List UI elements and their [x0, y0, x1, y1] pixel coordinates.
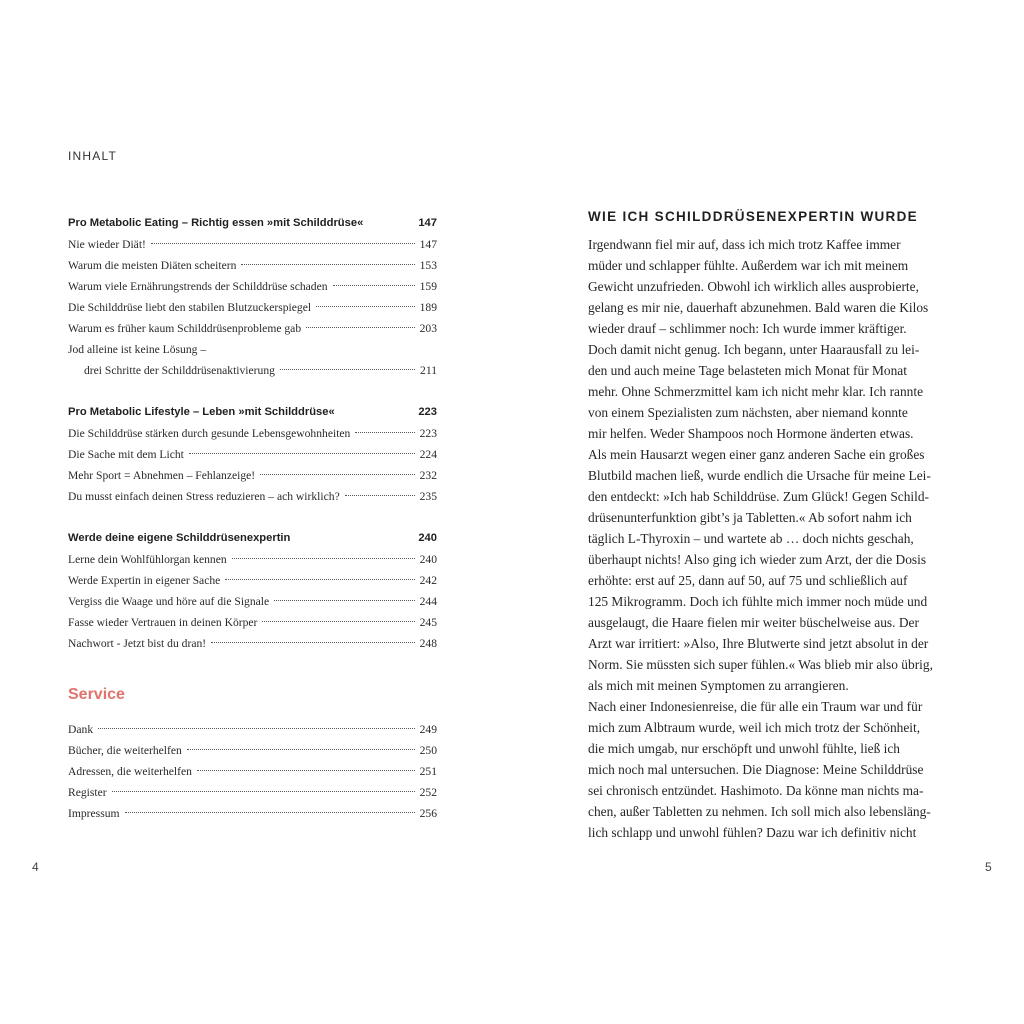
toc-heading-title: Pro Metabolic Eating – Richtig essen »mit Schilddrüse«: [68, 217, 364, 229]
page-number-right: 5: [985, 860, 992, 874]
body-text-line: erhöhte: erst auf 25, dann auf 50, auf 75 und schließlich auf: [588, 573, 908, 588]
toc-entry-title: drei Schritte der Schilddrüsenaktivierung: [84, 364, 275, 377]
page-number-left: 4: [32, 860, 39, 874]
toc-dot-leader: [280, 368, 415, 370]
toc-dot-leader: [333, 284, 415, 286]
toc-entry-page: 251: [419, 765, 437, 778]
toc-entry-title: Nachwort - Jetzt bist du dran!: [68, 637, 207, 650]
toc-dot-leader: [151, 242, 415, 244]
toc-entry: [68, 276, 437, 297]
toc-entry: [68, 719, 437, 740]
toc-entry-title: Nie wieder Diät!: [68, 238, 146, 251]
toc-entry-page: 235: [419, 490, 437, 503]
toc-entry: [68, 444, 437, 465]
body-text-line: mir helfen. Weder Shampoos noch Hormone änderten etwas.: [588, 426, 914, 441]
body-text-line: täglich L-Thyroxin – und wartete ab … doch nichts geschah,: [588, 531, 914, 546]
toc-entry: [68, 761, 437, 782]
toc-entry-page: 203: [419, 322, 437, 335]
running-head: INHALT: [68, 149, 117, 163]
toc-entry-page: 159: [419, 280, 437, 293]
toc-entry-title: Vergiss die Waage und höre auf die Signale: [68, 595, 270, 608]
toc-entry-title: Warum viele Ernährungstrends der Schilddrüse schaden: [68, 280, 328, 293]
toc-section-heading: [68, 402, 437, 423]
toc-entry-title: Die Schilddrüse liebt den stabilen Blutzuckerspiegel: [68, 301, 312, 314]
toc-entry-title: Die Schilddrüse stärken durch gesunde Lebensgewohnheiten: [68, 427, 351, 440]
body-text-line: den und auch meine Tage belasteten mich Monat für Monat: [588, 363, 907, 378]
toc-entry-page: 147: [419, 238, 437, 251]
body-text-line: Nach einer Indonesienreise, die für alle ein Traum war und für: [588, 699, 923, 714]
toc-entry-title: Mehr Sport = Abnehmen – Fehlanzeige!: [68, 469, 256, 482]
toc-dot-leader: [241, 263, 414, 265]
toc-entry-title: Dank: [68, 723, 94, 736]
body-text-line: als mich mit meinen Symptomen zu arrangieren.: [588, 678, 849, 693]
toc-entry-title: Fasse wieder Vertrauen in deinen Körper: [68, 616, 258, 629]
toc-entry-page: 256: [419, 807, 437, 820]
toc-entry: [68, 782, 437, 803]
toc-entry-title: Warum es früher kaum Schilddrüsenprobleme gab: [68, 322, 302, 335]
toc-heading-title: Werde deine eigene Schilddrüsenexpertin: [68, 532, 291, 544]
toc-dot-leader: [225, 578, 414, 580]
toc-heading-page: 240: [418, 532, 437, 544]
toc-entry-page: 242: [419, 574, 437, 587]
toc-entry-page: 244: [419, 595, 437, 608]
body-text-line: chen, außer Tabletten zu nehmen. Ich soll mich also lebensläng-: [588, 804, 931, 819]
toc-entry-title: Register: [68, 786, 107, 799]
toc-entry-title: Bücher, die weiterhelfen: [68, 744, 182, 757]
body-text-line: müder und schlapper fühlte. Außerdem war ich mit meinem: [588, 258, 909, 273]
body-text-line: mich noch mal untersuchen. Die Diagnose: Meine Schilddrüse: [588, 762, 924, 777]
toc-entry: [68, 591, 437, 612]
body-text-line: Norm. Sie müssten sich super fühlen.« Was blieb mir also übrig,: [588, 657, 933, 672]
toc-entry-page: 249: [419, 723, 437, 736]
toc-entry: [68, 612, 437, 633]
toc-entry-page: 224: [419, 448, 437, 461]
body-text-line: mich zum Albtraum wurde, weil ich mich trotz der Schönheit,: [588, 720, 921, 735]
toc-entry: [68, 234, 437, 255]
toc-entry-page: 153: [419, 259, 437, 272]
toc-entry: [68, 486, 437, 507]
body-text-line: Gewicht unzufrieden. Obwohl ich wirklich alles ausprobierte,: [588, 279, 919, 294]
toc-entry-title: Warum die meisten Diäten scheitern: [68, 259, 237, 272]
toc-heading-page: 147: [418, 217, 437, 229]
toc-dot-leader: [189, 452, 415, 454]
toc-dot-leader: [260, 473, 414, 475]
body-text-line: Arzt war irritiert: »Also, Ihre Blutwerte sind jetzt absolut in der: [588, 636, 929, 651]
body-text-line: ausgelaugt, die Haare fielen mir weiter büschelweise aus. Der: [588, 615, 919, 630]
body-text-line: Irgendwann fiel mir auf, dass ich mich trotz Kaffee immer: [588, 237, 901, 252]
body-text-line: gelang es mir nie, dauerhaft abzunehmen. Bald waren die Kilos: [588, 300, 929, 315]
toc-entry-page: 248: [419, 637, 437, 650]
body-text-line: den entdeckt: »Ich hab Schilddrüse. Zum Glück! Gegen Schild-: [588, 489, 929, 504]
body-text-line: lich schlapp und unwohl fühlen? Dazu war ich definitiv nicht: [588, 825, 917, 840]
toc-entry-page: 245: [419, 616, 437, 629]
toc-section-gap: [68, 381, 437, 402]
toc-entry-title: Werde Expertin in eigener Sache: [68, 574, 221, 587]
body-text-line: die mich umgab, nur erschöpft und unwohl fühlte, ließ ich: [588, 741, 901, 756]
table-of-contents: [68, 213, 437, 824]
body-text-line: wieder drauf – schlimmer noch: Ich wurde immer kräftiger.: [588, 321, 907, 336]
toc-entry: [68, 339, 437, 360]
toc-heading-title: Pro Metabolic Lifestyle – Leben »mit Schilddrüse«: [68, 406, 335, 418]
toc-dot-leader: [355, 431, 414, 433]
toc-entry-page: 189: [419, 301, 437, 314]
toc-entry: [68, 803, 437, 824]
toc-entry: [68, 318, 437, 339]
body-text-line: Doch damit nicht genug. Ich begann, unter Haarausfall zu lei-: [588, 342, 920, 357]
toc-dot-leader: [274, 599, 414, 601]
toc-entry: [68, 633, 437, 654]
toc-section-gap: [68, 654, 437, 675]
toc-entry-page: 232: [419, 469, 437, 482]
body-text-line: Als mein Hausarzt wegen einer ganz anderen Sache ein großes: [588, 447, 925, 462]
toc-dot-leader: [197, 769, 415, 771]
toc-entry-page: 223: [419, 427, 437, 440]
body-text-line: drüsenunterfunktion gibt’s ja Tabletten.« Ab sofort nahm ich: [588, 510, 912, 525]
toc-entry: [68, 570, 437, 591]
toc-entry: [68, 360, 437, 381]
toc-entry-title: Adressen, die weiterhelfen: [68, 765, 192, 778]
toc-entry: [68, 423, 437, 444]
toc-section-heading: [68, 528, 437, 549]
toc-dot-leader: [112, 790, 415, 792]
toc-entry: [68, 740, 437, 761]
toc-entry-page: 252: [419, 786, 437, 799]
toc-entry-title: Lerne dein Wohlfühlorgan kennen: [68, 553, 227, 566]
toc-dot-leader: [211, 641, 414, 643]
toc-dot-leader: [98, 727, 414, 729]
toc-entry-title: Die Sache mit dem Licht: [68, 448, 184, 461]
body-text-line: Blutbild machen ließ, wurde endlich die Ursache für meine Lei-: [588, 468, 931, 483]
body-text-line: 125 Mikrogramm. Doch ich fühlte mich immer noch müde und: [588, 594, 928, 609]
toc-dot-leader: [232, 557, 415, 559]
chapter-body-text: [588, 234, 960, 843]
toc-sections: [68, 213, 437, 675]
toc-section: [68, 402, 437, 507]
toc-entry-title: Jod alleine ist keine Lösung –: [68, 343, 207, 356]
toc-section: [68, 528, 437, 654]
toc-entry-page: 211: [420, 364, 437, 377]
toc-entry: [68, 549, 437, 570]
body-text-line: mehr. Ohne Schmerzmittel kam ich nicht mehr klar. Ich rannte: [588, 384, 924, 399]
toc-dot-leader: [187, 748, 415, 750]
toc-dot-leader: [345, 494, 415, 496]
toc-entry-title: Impressum: [68, 807, 120, 820]
toc-entry: [68, 465, 437, 486]
toc-entry: [68, 255, 437, 276]
toc-entry: [68, 297, 437, 318]
toc-entry-page: 250: [419, 744, 437, 757]
toc-section-gap: [68, 507, 437, 528]
body-text-line: überhaupt nichts! Also ging ich wieder zum Arzt, der die Dosis: [588, 552, 927, 567]
toc-dot-leader: [306, 326, 414, 328]
body-text-line: von einem Spezialisten zum nächsten, aber niemand konnte: [588, 405, 908, 420]
toc-entry-title: Du musst einfach deinen Stress reduzieren – ach wirklich?: [68, 490, 340, 503]
toc-dot-leader: [125, 811, 415, 813]
service-entries: [68, 719, 437, 824]
toc-section-heading: [68, 213, 437, 234]
toc-heading-page: 223: [418, 406, 437, 418]
toc-section: [68, 213, 437, 381]
body-text-line: sei chronisch entzündet. Hashimoto. Da könne man nichts ma-: [588, 783, 924, 798]
chapter-title: WIE ICH SCHILDDRÜSENEXPERTIN WURDE: [588, 209, 918, 224]
toc-dot-leader: [316, 305, 415, 307]
toc-dot-leader: [262, 620, 414, 622]
toc-entry-page: 240: [419, 553, 437, 566]
service-heading: Service: [68, 686, 125, 703]
